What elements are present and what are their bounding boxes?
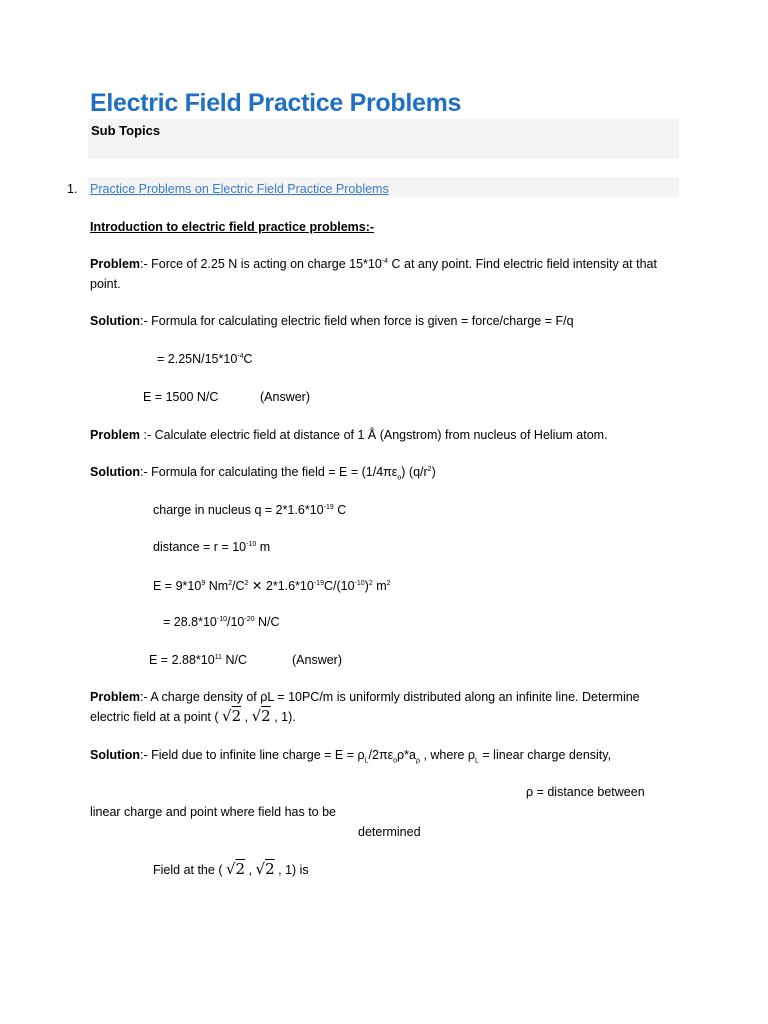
solution-1-step: = $2.25N/15*10^{-4}C$ [157,352,253,366]
linear-charge-line: linear charge and point where field has to be [90,805,336,819]
sqrt-two: √2 [222,707,242,725]
problem-label: Problem [90,428,141,442]
solution-1: Solution:- Formula for calculating electric field when force is given = force/charge = F/q [90,314,574,328]
answer-1-tag: (Answer) [260,390,311,404]
determined-word: determined [358,825,421,839]
rho-definition: ρ = distance between [526,785,645,799]
sqrt-two: √2 [255,860,275,878]
sqrt-two: √2 [251,707,271,725]
equation-e2: = $28.8*10^{-10}/10^{-20}$ N/C [163,615,280,629]
answer-2-eq: $E = 2.88*10^{11}$ N/C [149,653,247,667]
charge-line: charge in nucleus $q = 2*1.6*10^{-19}$ C [153,503,347,517]
toc-number: 1. [67,182,78,196]
problem-1-line2: point. [90,277,121,291]
answer-2-tag: (Answer) [292,653,343,667]
sub-topics-box [88,119,679,159]
intro-heading: Introduction to electric field practice problems:- [90,220,375,234]
solution-2: Solution:- Formula for calculating the field = $E = (1/4\pi\varepsilon_o)$ $(q/r^2)$ [90,465,436,482]
problem-1: Problem:- Force of 2.25 N is acting on charge $15*10^{-4}$ C at any point. Find electric field intensity at that [90,257,657,271]
problem-3-line2: electric field at a point ( √2 , √2 , 1). [90,707,296,725]
sub-topics-heading: Sub Topics [91,123,161,138]
problem-2: Problem :- Calculate electric field at distance of 1 Å (Angstrom) from nucleus of Helium atom. [90,428,608,442]
toc-link[interactable]: Practice Problems on Electric Field Practice Problems [90,182,389,196]
problem-3: Problem:- A charge density of ρL = 10PC/m is uniformly distributed along an infinite line. Determine [90,690,640,704]
solution-label: Solution [90,748,140,762]
page-title: Electric Field Practice Problems [90,89,462,117]
answer-1-eq: E = 1500 N/C [143,390,219,404]
distance-line: distance = $r = 10^{-10}$ m [153,540,271,554]
solution-label: Solution [90,314,140,328]
sqrt-two: √2 [225,860,246,878]
solution-3: Solution:- Field due to infinite line charge = $E = \rho_L/2\pi\varepsilon_o\rho*a_\rho$ , where $\rho_L$ = linear charge density, [90,748,612,765]
solution-label: Solution [90,465,140,479]
equation-e1: $E = 9*10^9$ $Nm^2/C^2$ ✕ $2*1.6*10^{-19}C/(10^{-10})^2$ $m^2$ [153,579,391,593]
problem-label: Problem [90,690,141,704]
problem-label: Problem [90,257,141,271]
field-at-line: Field at the ( √2 , √2 , 1) is [153,860,309,878]
